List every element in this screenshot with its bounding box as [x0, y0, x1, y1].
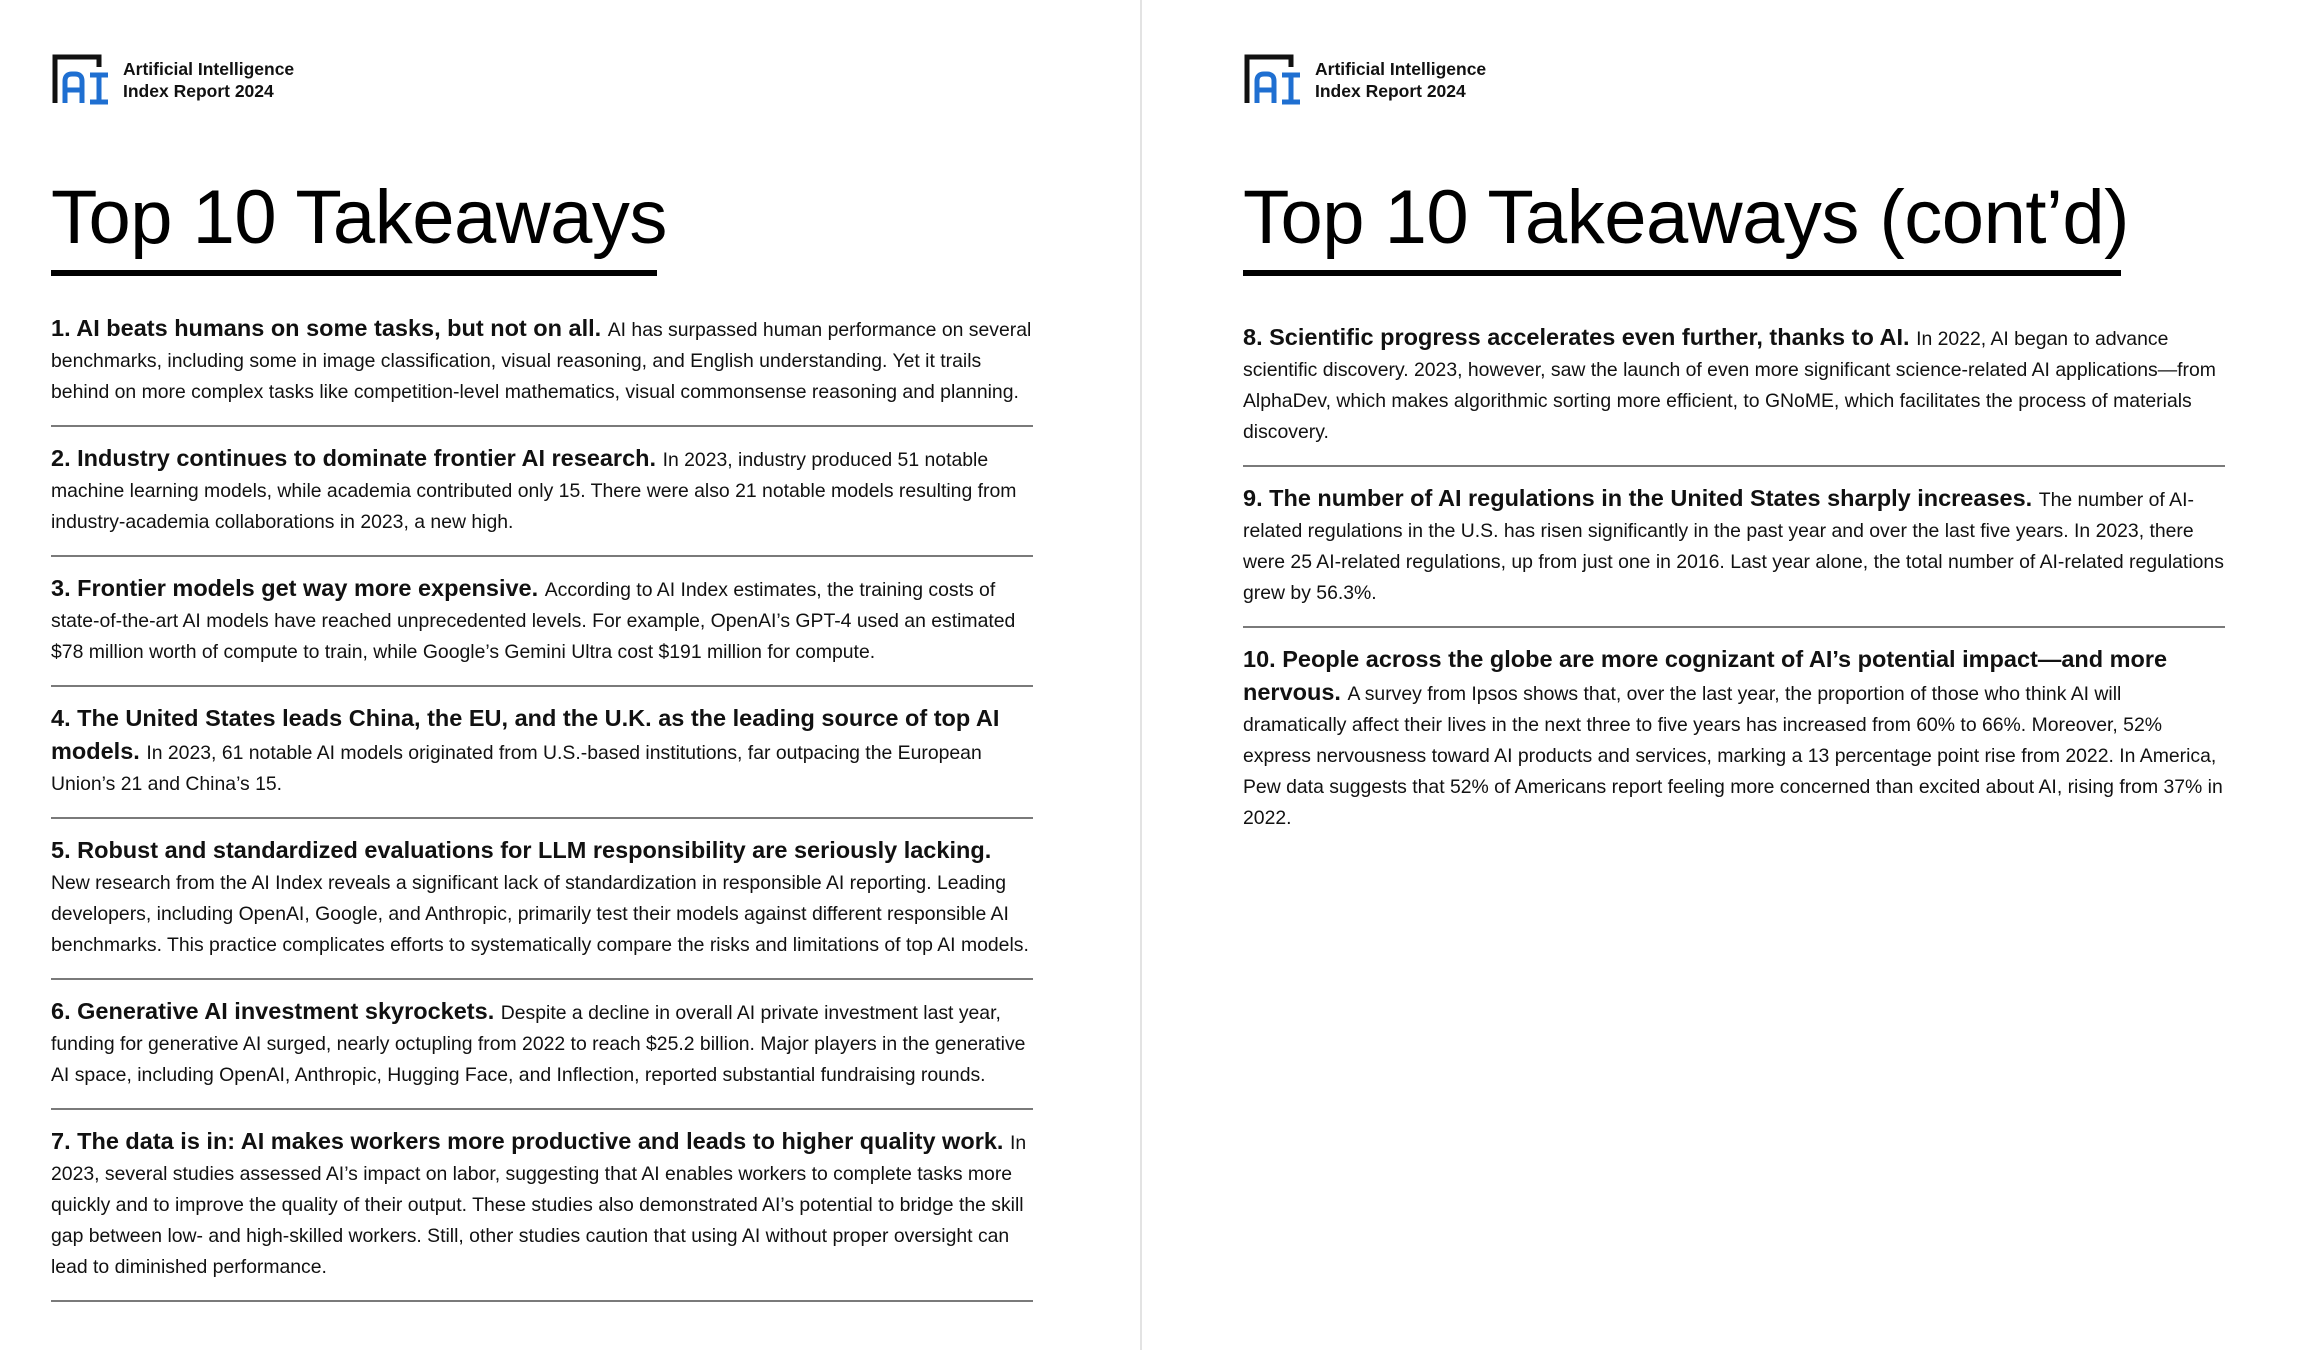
logo-line-1: Artificial Intelligence [123, 59, 295, 79]
takeaway-heading: 7. The data is in: AI makes workers more productive and leads to higher quality work. [51, 1128, 1010, 1154]
takeaway-item [51, 313, 1033, 427]
takeaway-item [51, 443, 1033, 557]
takeaway-body: New research from the AI Index reveals a significant lack of standardization in responsible AI reporting. Leading developers, including OpenAI, Google, and Anthropic, primarily test their models against different responsible AI benchmarks. This practice complicates efforts to systematically compare the risks and limitations of top AI models. [51, 872, 1029, 956]
logo-text [123, 58, 294, 102]
takeaways-list [51, 313, 1033, 1318]
takeaway-body: A survey from Ipsos shows that, over the last year, the proportion of those who think AI will dramatically affect their lives in the next three to five years has increased from 60% to 66%. Moreover, 52% express nervousness toward AI products and services, marking a 13 percentage point rise from 2022. In America, Pew data suggests that 52% of Americans report feeling more concerned than excited about AI, rising from 37% in 2022. [1243, 683, 2223, 829]
takeaway-body: AI has surpassed human performance on several benchmarks, including some in image classification, visual reasoning, and English understanding. Yet it trails behind on more complex tasks like competition-level mathematics, visual commonsense reasoning and planning. [51, 319, 1032, 403]
takeaway-item [1243, 322, 2225, 467]
takeaway-body: In 2023, 61 notable AI models originated from U.S.-based institutions, far outpacing the European Union’s 21 and China’s 15. [51, 742, 982, 795]
page-title: Top 10 Takeaways [51, 172, 657, 276]
logo-line-2: Index Report 2024 [123, 81, 274, 101]
takeaway-body: In 2023, industry produced 51 notable machine learning models, while academia contributed only 15. There were also 21 notable models resulting from industry-academia collaborations in 2023, a new high. [51, 449, 1017, 533]
page-title: Top 10 Takeaways (cont’d) [1243, 172, 2121, 276]
logo-text [1315, 58, 1486, 102]
takeaway-item [51, 835, 1033, 980]
takeaway-heading: 8. Scientific progress accelerates even further, thanks to AI. [1243, 324, 1917, 350]
takeaway-body: In 2022, AI began to advance scientific discovery. 2023, however, saw the launch of even more significant science-related AI applications—from AlphaDev, which makes algorithmic sorting more efficient, to GNoME, which facilitates the process of materials discovery. [1243, 328, 2216, 443]
takeaway-heading: 10. People across the globe are more cognizant of AI’s potential impact—and more nervous. [1243, 646, 2168, 705]
takeaway-heading: 9. The number of AI regulations in the United States sharply increases. [1243, 485, 2039, 511]
left-page [0, 0, 1140, 1350]
takeaway-heading: 4. The United States leads China, the EU, and the U.K. as the leading source of top AI models. [51, 705, 1000, 764]
takeaway-body: According to AI Index estimates, the training costs of state-of-the-art AI models have reached unprecedented levels. For example, OpenAI’s GPT-4 used an estimated $78 million worth of compute to train, while Google’s Gemini Ultra cost $191 million for compute. [51, 579, 1016, 663]
takeaways-list [1243, 322, 2225, 867]
takeaway-heading: 5. Robust and standardized evaluations for LLM responsibility are seriously lacking. [51, 837, 992, 863]
takeaway-heading: 6. Generative AI investment skyrockets. [51, 998, 501, 1024]
ai-index-logo-icon [51, 53, 110, 107]
takeaway-body: In 2023, several studies assessed AI’s impact on labor, suggesting that AI enables workers to complete tasks more quickly and to improve the quality of their output. These studies also demonstrated AI’s potential to bridge the skill gap between low- and high-skilled workers. Still, other studies caution that using AI without proper oversight can lead to diminished performance. [51, 1132, 1027, 1278]
takeaway-item [1243, 644, 2225, 851]
report-logo [1243, 53, 1486, 107]
logo-line-2: Index Report 2024 [1315, 81, 1466, 101]
takeaway-item [51, 1126, 1033, 1302]
report-logo [51, 53, 294, 107]
takeaway-item [51, 573, 1033, 687]
takeaway-body: The number of AI-related regulations in the U.S. has risen significantly in the past year and over the last five years. In 2023, there were 25 AI-related regulations, up from just one in 2016. Last year alone, the total number of AI-related regulations grew by 56.3%. [1243, 489, 2224, 604]
takeaway-heading: 2. Industry continues to dominate frontier AI research. [51, 445, 663, 471]
right-page [1141, 0, 2320, 1350]
takeaway-heading: 3. Frontier models get way more expensive. [51, 575, 545, 601]
takeaway-item [1243, 483, 2225, 628]
logo-line-1: Artificial Intelligence [1315, 59, 1487, 79]
takeaway-item [51, 996, 1033, 1110]
takeaway-heading: 1. AI beats humans on some tasks, but not on all. [51, 315, 608, 341]
ai-index-logo-icon [1243, 53, 1302, 107]
takeaway-body: Despite a decline in overall AI private investment last year, funding for generative AI surged, nearly octupling from 2022 to reach $25.2 billion. Major players in the generative AI space, including OpenAI, Anthropic, Hugging Face, and Inflection, reported substantial fundraising rounds. [51, 1002, 1026, 1086]
takeaway-item [51, 703, 1033, 819]
